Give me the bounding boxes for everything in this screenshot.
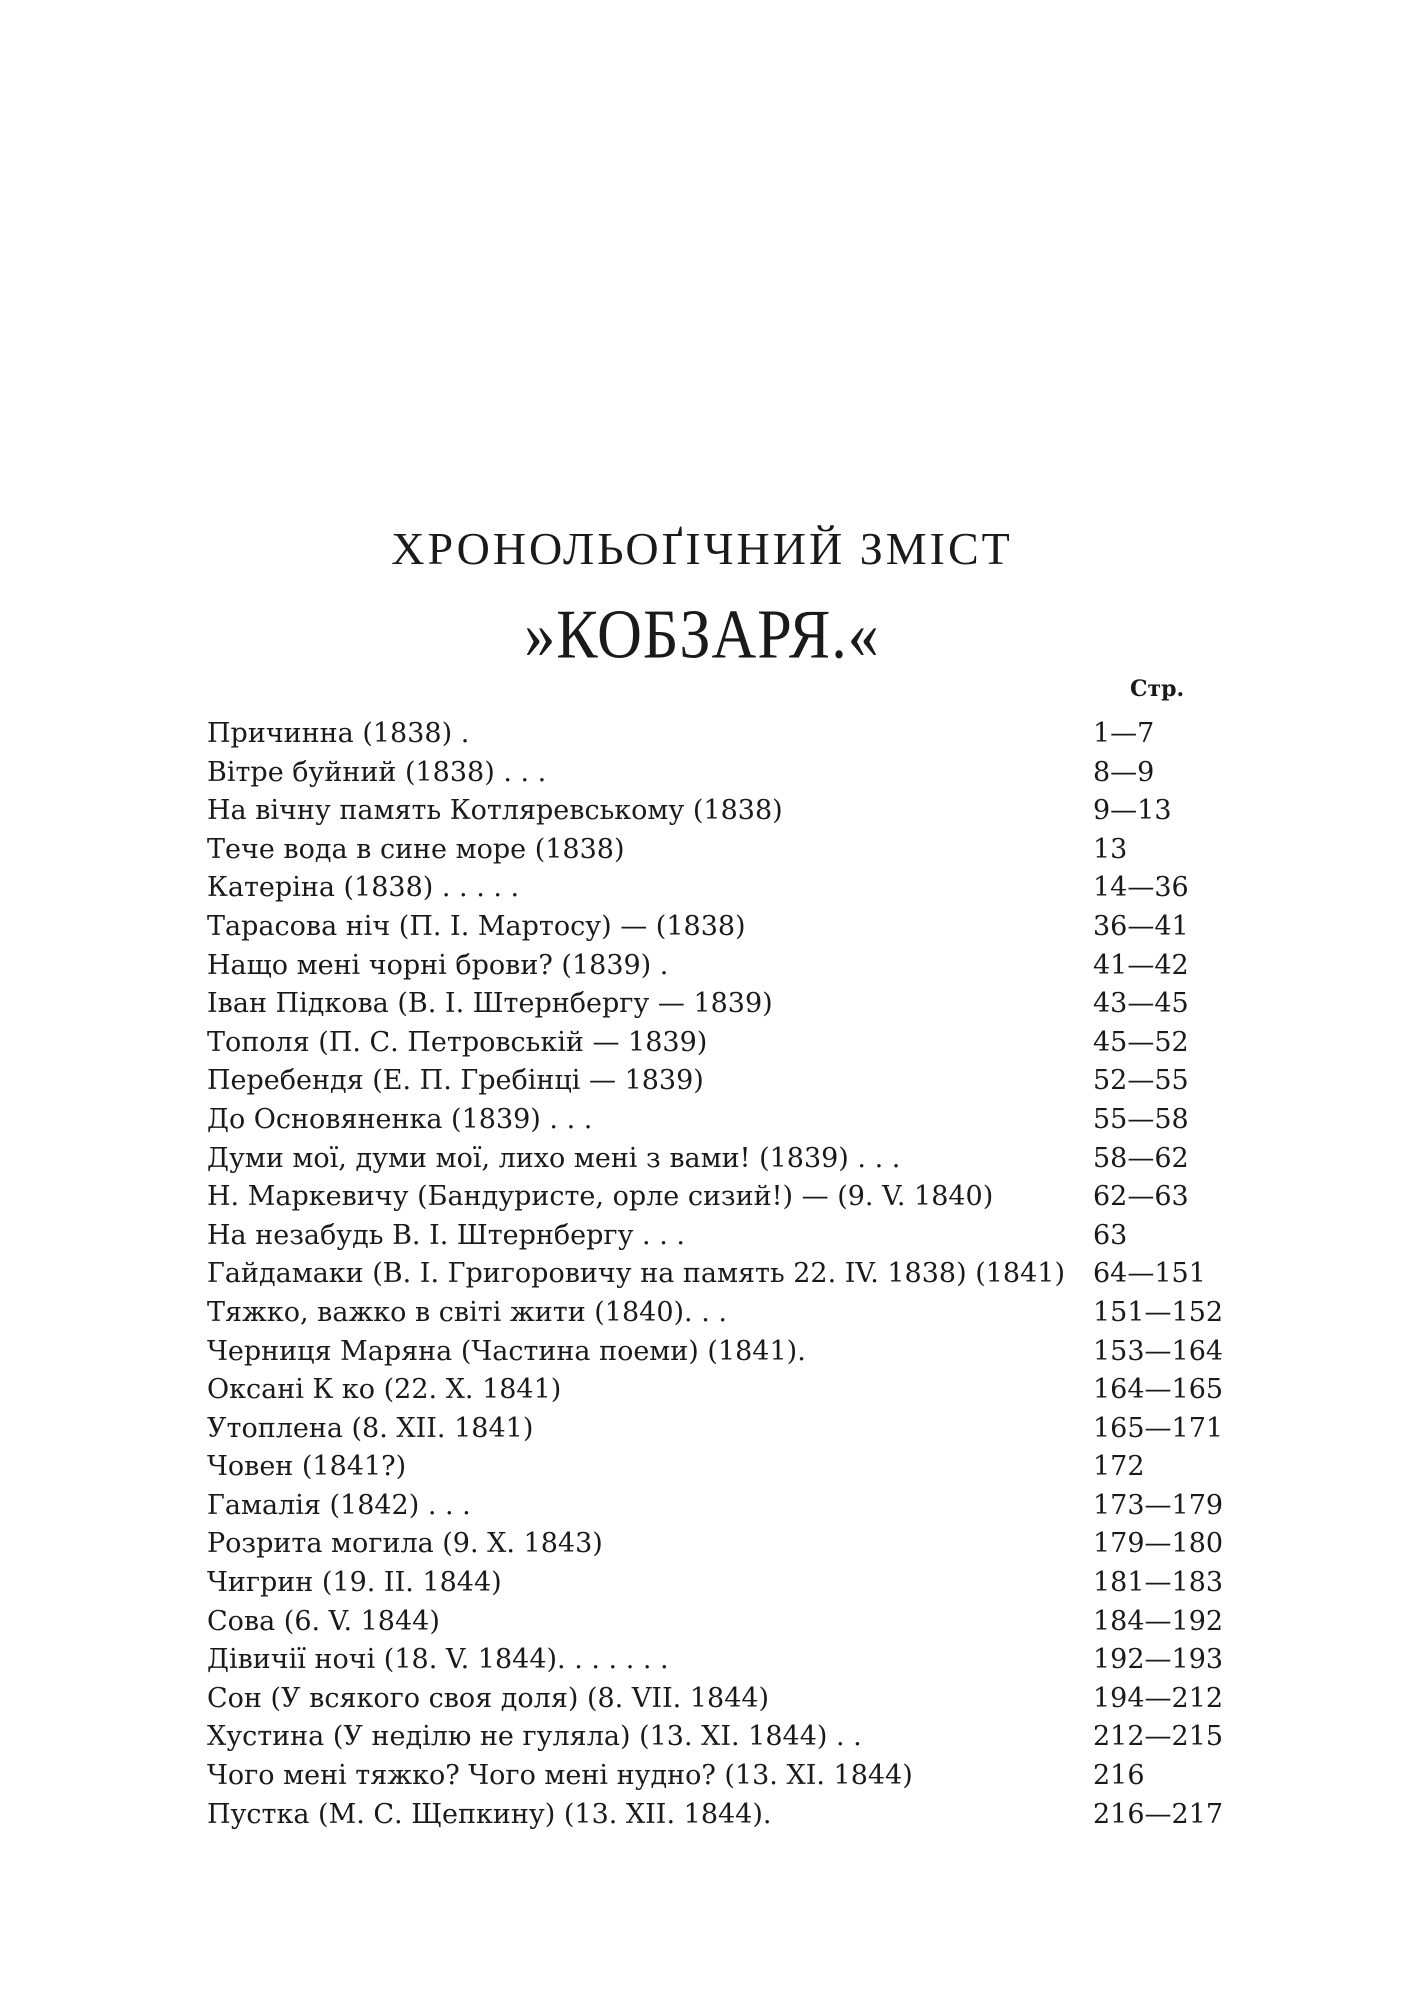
toc-entry xyxy=(0,908,1404,947)
toc-entry-title: Н. Маркевичу (Бандуристе, орле сизий!) — (9. V. 1840) xyxy=(207,1181,994,1213)
toc-entry-pages: 64—151 xyxy=(1093,1258,1206,1290)
toc-entry-title: Пустка (М. С. Щепкину) (13. XII. 1844). xyxy=(207,1798,772,1830)
toc-entry xyxy=(0,1255,1404,1294)
toc-entry xyxy=(0,1487,1404,1526)
toc-entry-title: Нащо мені чорні брови? (1839) . xyxy=(207,949,669,981)
toc-entry xyxy=(0,985,1404,1024)
toc-entry xyxy=(0,1333,1404,1372)
toc-entry xyxy=(0,831,1404,870)
toc-entry xyxy=(0,1371,1404,1410)
toc-entry-pages: 9—13 xyxy=(1093,795,1172,827)
toc-entry-title: Дівичії ночі (18. V. 1844). . . . . . . xyxy=(207,1644,669,1676)
pages-column-header: Стр. xyxy=(1130,676,1185,702)
toc-entry-title: Катеріна (1838) . . . . . xyxy=(207,872,520,904)
toc-entry-title: Перебендя (Е. П. Гребінці — 1839) xyxy=(207,1065,704,1097)
toc-entry xyxy=(0,1757,1404,1796)
toc-entry-pages: 41—42 xyxy=(1093,949,1189,981)
toc-entry-title: Човен (1841?) xyxy=(207,1451,407,1483)
toc-entry xyxy=(0,792,1404,831)
toc-entry-title: Хустина (У неділю не гуляла) (13. XI. 1844) . . xyxy=(207,1721,862,1753)
toc-entry-title: Утоплена (8. XII. 1841) xyxy=(207,1412,534,1444)
toc-entry-title: Розрита могила (9. X. 1843) xyxy=(207,1528,603,1560)
toc-entry-pages: 184—192 xyxy=(1093,1605,1224,1637)
toc-entry-pages: 164—165 xyxy=(1093,1374,1224,1406)
toc-entry xyxy=(0,1680,1404,1719)
toc-entry-title: Іван Підкова (В. І. Штернбергу — 1839) xyxy=(207,988,773,1020)
toc-entry-title: Чигрин (19. II. 1844) xyxy=(207,1567,502,1599)
toc-entry-pages: 8—9 xyxy=(1093,756,1155,788)
toc-entry-pages: 62—63 xyxy=(1093,1181,1189,1213)
toc-entry-pages: 55—58 xyxy=(1093,1103,1189,1135)
toc-entry-pages: 58—62 xyxy=(1093,1142,1189,1174)
toc-entry-pages: 36—41 xyxy=(1093,910,1189,942)
toc-entry-title: Тяжко, важко в світі жити (1840). . . xyxy=(207,1296,727,1328)
toc-entry-pages: 52—55 xyxy=(1093,1065,1189,1097)
toc-entry-title: Гамалія (1842) . . . xyxy=(207,1489,471,1521)
toc-entry-pages: 165—171 xyxy=(1093,1412,1224,1444)
toc-entry-pages: 194—212 xyxy=(1093,1682,1224,1714)
toc-entry-pages: 1—7 xyxy=(1093,718,1155,749)
toc-entry xyxy=(0,1024,1404,1063)
toc-entry-title: Тече вода в сине море (1838) xyxy=(207,833,625,865)
toc-entry-pages: 43—45 xyxy=(1093,988,1189,1020)
toc-entry xyxy=(0,754,1404,793)
toc-entry-title: Причинна (1838) . xyxy=(207,718,470,749)
toc-entry-pages: 216—217 xyxy=(1093,1798,1224,1830)
toc-entry-pages: 216 xyxy=(1093,1760,1145,1792)
toc-entry xyxy=(0,869,1404,908)
toc-entry xyxy=(0,1564,1404,1603)
book-title: »КОБЗАРЯ.« xyxy=(524,596,880,674)
toc-entry-title: На незабудь В. І. Штернбергу . . . xyxy=(207,1219,685,1251)
toc-entry xyxy=(0,1641,1404,1680)
toc-entry-pages: 181—183 xyxy=(1093,1567,1224,1599)
toc-entry-pages: 192—193 xyxy=(1093,1644,1224,1676)
toc-entry-title: Вітре буйний (1838) . . . xyxy=(207,756,547,788)
toc-entry xyxy=(0,1062,1404,1101)
toc-entry-pages: 172 xyxy=(1093,1451,1145,1483)
toc-entry-pages: 45—52 xyxy=(1093,1026,1189,1058)
toc-entry-title: До Основяненка (1839) . . . xyxy=(207,1103,593,1135)
toc-entry-pages: 212—215 xyxy=(1093,1721,1224,1753)
toc-entry-pages: 153—164 xyxy=(1093,1335,1224,1367)
toc-entry xyxy=(0,1525,1404,1564)
toc-entry-title: Тарасова ніч (П. І. Мартосу) — (1838) xyxy=(207,910,746,942)
toc-entry-title: Тополя (П. С. Петровській — 1839) xyxy=(207,1026,708,1058)
toc-entry-title: Гайдамаки (В. І. Григоровичу на память 22. IV. 1838) (1841) xyxy=(207,1258,1065,1290)
toc-entry-pages: 13 xyxy=(1093,833,1128,865)
toc-entry-pages: 173—179 xyxy=(1093,1489,1224,1521)
toc-entry xyxy=(0,715,1404,754)
toc-entry-title: Оксані К ко (22. X. 1841) xyxy=(207,1374,562,1406)
toc-entry-title: Сон (У всякого своя доля) (8. VII. 1844) xyxy=(207,1682,770,1714)
toc-entry-title: Сова (6. V. 1844) xyxy=(207,1605,440,1637)
toc-entry xyxy=(0,1140,1404,1179)
toc-entry-title: Черниця Маряна (Частина поеми) (1841). xyxy=(207,1335,806,1367)
toc-entry xyxy=(0,1603,1404,1642)
toc-entry xyxy=(0,1178,1404,1217)
table-of-contents xyxy=(0,715,1404,1834)
toc-entry-pages: 179—180 xyxy=(1093,1528,1224,1560)
toc-entry xyxy=(0,1796,1404,1835)
toc-entry xyxy=(0,1294,1404,1333)
toc-entry-title: Думи мої, думи мої, лихо мені з вами! (1839) . . . xyxy=(207,1142,901,1174)
toc-entry xyxy=(0,1101,1404,1140)
toc-entry-pages: 63 xyxy=(1093,1219,1128,1251)
toc-entry xyxy=(0,1718,1404,1757)
toc-entry xyxy=(0,1448,1404,1487)
page-title: ХРОНОЛЬОҐІЧНИЙ ЗМІСТ xyxy=(391,523,1013,574)
toc-entry-pages: 14—36 xyxy=(1093,872,1189,904)
toc-entry-title: Чого мені тяжко? Чого мені нудно? (13. XI. 1844) xyxy=(207,1760,913,1792)
toc-entry xyxy=(0,1410,1404,1449)
toc-entry-pages: 151—152 xyxy=(1093,1296,1224,1328)
toc-entry xyxy=(0,1217,1404,1256)
toc-entry-title: На вічну память Котляревському (1838) xyxy=(207,795,783,827)
toc-entry xyxy=(0,947,1404,986)
